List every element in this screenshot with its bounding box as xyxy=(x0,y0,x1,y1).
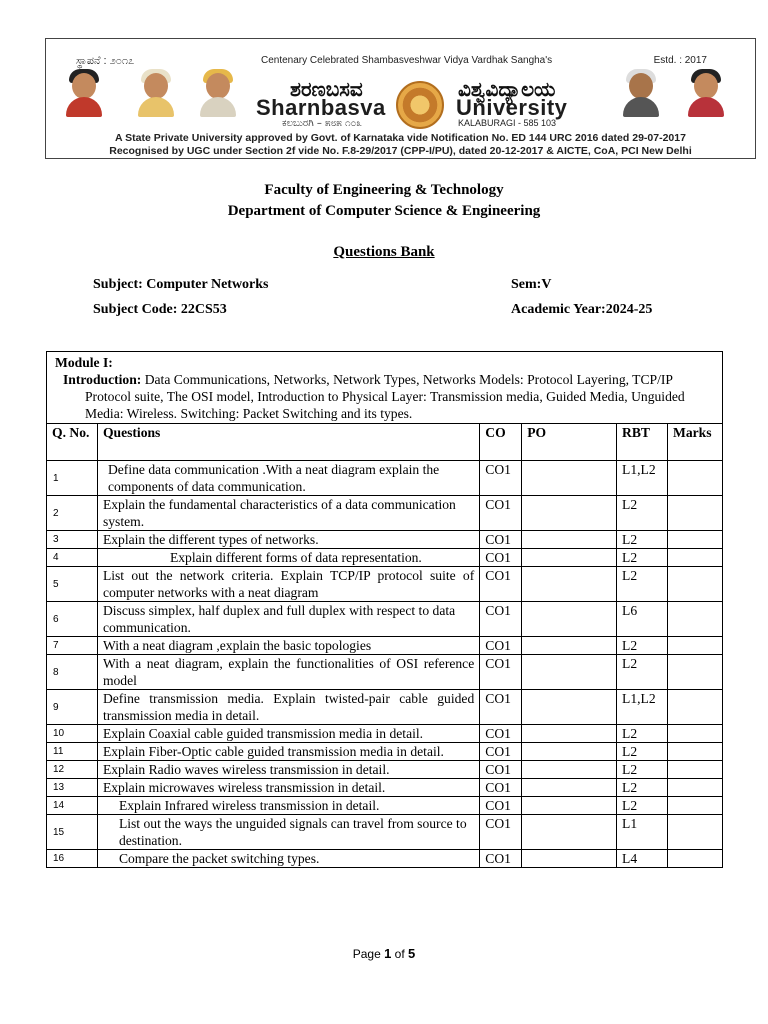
marks-cell xyxy=(667,743,722,761)
department-heading: Department of Computer Science & Engineering xyxy=(227,203,541,219)
question-text: List out the ways the unguided signals can travel from source to destination. xyxy=(97,815,479,850)
table-row xyxy=(47,602,723,637)
po-cell xyxy=(522,797,617,815)
rbt-cell: L6 xyxy=(617,602,668,637)
question-text: Define transmission media. Explain twisted-pair cable guided transmission media in detail. xyxy=(97,690,479,725)
question-rows xyxy=(47,461,723,868)
po-cell xyxy=(522,496,617,531)
table-row xyxy=(47,567,723,602)
question-number: 4 xyxy=(47,549,98,567)
banner-city-kannada: ಕಲಬುರಗಿ – ೫೮೫ ೧೦೩ xyxy=(282,118,362,129)
table-row xyxy=(47,725,723,743)
rbt-cell: L2 xyxy=(617,637,668,655)
question-number: 10 xyxy=(47,725,98,743)
po-cell xyxy=(522,655,617,690)
question-text: Explain microwaves wireless transmission in detail. xyxy=(97,779,479,797)
question-text: List out the network criteria. Explain TCP/IP protocol suite of computer networks with a neat diagram xyxy=(97,567,479,602)
rbt-cell: L2 xyxy=(617,567,668,602)
footer-page-total: 5 xyxy=(408,946,416,961)
university-seal-icon xyxy=(396,81,444,129)
question-text: Explain the different types of networks. xyxy=(97,531,479,549)
rbt-cell: L2 xyxy=(617,797,668,815)
co-cell: CO1 xyxy=(480,815,522,850)
portrait-5 xyxy=(686,69,726,117)
marks-cell xyxy=(667,850,722,868)
table-row xyxy=(47,797,723,815)
question-number: 3 xyxy=(47,531,98,549)
question-text: Compare the packet switching types. xyxy=(97,850,479,868)
subject-code: Subject Code: 22CS53 xyxy=(93,302,227,317)
header-po: PO xyxy=(522,424,617,461)
table-row xyxy=(47,637,723,655)
header-marks: Marks xyxy=(667,424,722,461)
banner-name-english-1: Sharnbasva xyxy=(256,95,386,120)
question-number: 9 xyxy=(47,690,98,725)
rbt-cell: L1,L2 xyxy=(617,461,668,496)
question-number: 15 xyxy=(47,815,98,850)
question-number: 13 xyxy=(47,779,98,797)
table-row xyxy=(47,743,723,761)
university-banner xyxy=(45,38,756,159)
po-cell xyxy=(522,602,617,637)
table-header-row xyxy=(47,424,723,461)
header-co: CO xyxy=(480,424,522,461)
marks-cell xyxy=(667,725,722,743)
question-number: 8 xyxy=(47,655,98,690)
po-cell xyxy=(522,743,617,761)
table-row xyxy=(47,690,723,725)
co-cell: CO1 xyxy=(480,850,522,868)
module-intro-text: Data Communications, Networks, Network Types, Networks Models: Protocol Layering, TCP/IP Protocol suite, The OSI model, Introduction to Physical Layer: Transmission media, Guided Media, Unguided Media: Wireless. Switching: Packet Switching and its types. xyxy=(85,372,685,421)
question-text: Explain different forms of data representation. xyxy=(97,549,479,567)
question-text: Explain Radio waves wireless transmission in detail. xyxy=(97,761,479,779)
question-text: Explain Fiber-Optic cable guided transmission media in detail. xyxy=(97,743,479,761)
question-number: 11 xyxy=(47,743,98,761)
module-intro-label: Introduction: xyxy=(63,372,142,387)
banner-estd: Estd. : 2017 xyxy=(653,55,707,66)
question-number: 14 xyxy=(47,797,98,815)
marks-cell xyxy=(667,637,722,655)
co-cell: CO1 xyxy=(480,743,522,761)
rbt-cell: L1,L2 xyxy=(617,690,668,725)
co-cell: CO1 xyxy=(480,567,522,602)
rbt-cell: L4 xyxy=(617,850,668,868)
banner-name-english-2: University xyxy=(456,95,568,120)
rbt-cell: L2 xyxy=(617,761,668,779)
po-cell xyxy=(522,637,617,655)
po-cell xyxy=(522,567,617,602)
question-text: With a neat diagram ,explain the basic topologies xyxy=(97,637,479,655)
po-cell xyxy=(522,461,617,496)
banner-recognition-line: Recognised by UGC under Section 2f vide No. F.8-29/2017 (CPP-I/PU), dated 20-12-2017 & AICTE, CoA, PCI New Delhi xyxy=(109,145,692,157)
question-number: 12 xyxy=(47,761,98,779)
co-cell: CO1 xyxy=(480,461,522,496)
co-cell: CO1 xyxy=(480,725,522,743)
academic-year: Academic Year:2024-25 xyxy=(511,302,653,317)
po-cell xyxy=(522,725,617,743)
banner-name-kannada-2: ವಿಶ್ವವಿದ್ಯಾಲಯ xyxy=(458,77,556,101)
marks-cell xyxy=(667,655,722,690)
module-row xyxy=(47,352,723,424)
po-cell xyxy=(522,761,617,779)
po-cell xyxy=(522,531,617,549)
question-text: With a neat diagram, explain the functionalities of OSI reference model xyxy=(97,655,479,690)
po-cell xyxy=(522,779,617,797)
po-cell xyxy=(522,690,617,725)
table-row xyxy=(47,531,723,549)
module-title: Module I: xyxy=(55,355,113,370)
subject-name: Subject: Computer Networks xyxy=(93,277,269,292)
rbt-cell: L2 xyxy=(617,655,668,690)
question-number: 7 xyxy=(47,637,98,655)
rbt-cell: L2 xyxy=(617,725,668,743)
portrait-3 xyxy=(198,69,238,117)
marks-cell xyxy=(667,496,722,531)
rbt-cell: L2 xyxy=(617,743,668,761)
co-cell: CO1 xyxy=(480,655,522,690)
marks-cell xyxy=(667,567,722,602)
module-intro xyxy=(55,371,716,422)
table-row xyxy=(47,549,723,567)
question-number: 6 xyxy=(47,602,98,637)
marks-cell xyxy=(667,761,722,779)
marks-cell xyxy=(667,797,722,815)
question-text: Explain Coaxial cable guided transmission media in detail. xyxy=(97,725,479,743)
marks-cell xyxy=(667,602,722,637)
banner-name-kannada-1: ಶರಣಬಸವ xyxy=(290,77,363,101)
marks-cell xyxy=(667,815,722,850)
co-cell: CO1 xyxy=(480,602,522,637)
banner-estd-kannada: ಸ್ಥಾಪನೆ : ೨೦೧೭ xyxy=(76,55,135,67)
table-row xyxy=(47,761,723,779)
faculty-heading: Faculty of Engineering & Technology xyxy=(264,182,504,198)
table-row xyxy=(47,496,723,531)
rbt-cell: L2 xyxy=(617,549,668,567)
question-table xyxy=(46,351,723,868)
po-cell xyxy=(522,549,617,567)
rbt-cell: L2 xyxy=(617,779,668,797)
table-row xyxy=(47,850,723,868)
co-cell: CO1 xyxy=(480,549,522,567)
header-qno: Q. No. xyxy=(47,424,98,461)
co-cell: CO1 xyxy=(480,637,522,655)
co-cell: CO1 xyxy=(480,690,522,725)
marks-cell xyxy=(667,779,722,797)
co-cell: CO1 xyxy=(480,779,522,797)
question-number: 16 xyxy=(47,850,98,868)
marks-cell xyxy=(667,461,722,496)
page-footer xyxy=(0,946,768,961)
question-number: 2 xyxy=(47,496,98,531)
banner-city: KALABURAGI - 585 103 xyxy=(458,118,557,128)
table-row xyxy=(47,815,723,850)
question-number: 5 xyxy=(47,567,98,602)
header-questions: Questions xyxy=(97,424,479,461)
question-text: Explain Infrared wireless transmission in detail. xyxy=(97,797,479,815)
question-text: Define data communication .With a neat diagram explain the components of data communication. xyxy=(97,461,479,496)
marks-cell xyxy=(667,690,722,725)
marks-cell xyxy=(667,549,722,567)
semester: Sem:V xyxy=(511,277,552,292)
question-text: Discuss simplex, half duplex and full duplex with respect to data communication. xyxy=(97,602,479,637)
marks-cell xyxy=(667,531,722,549)
table-row xyxy=(47,461,723,496)
footer-page-number: 1 xyxy=(384,946,392,961)
co-cell: CO1 xyxy=(480,496,522,531)
banner-top-line: Centenary Celebrated Shambasveshwar Vidya Vardhak Sangha's xyxy=(261,55,553,66)
footer-page-word: Page xyxy=(352,947,385,961)
rbt-cell: L2 xyxy=(617,531,668,549)
question-text: Explain the fundamental characteristics of a data communication system. xyxy=(97,496,479,531)
po-cell xyxy=(522,815,617,850)
co-cell: CO1 xyxy=(480,761,522,779)
portrait-1 xyxy=(64,69,104,117)
table-row xyxy=(47,779,723,797)
po-cell xyxy=(522,850,617,868)
document-title: Questions Bank xyxy=(333,244,435,260)
rbt-cell: L1 xyxy=(617,815,668,850)
footer-of-word: of xyxy=(391,947,409,961)
header-rbt: RBT xyxy=(617,424,668,461)
rbt-cell: L2 xyxy=(617,496,668,531)
co-cell: CO1 xyxy=(480,797,522,815)
co-cell: CO1 xyxy=(480,531,522,549)
banner-approval-line: A State Private University approved by Govt. of Karnataka vide Notification No. ED 144 URC 2016 dated 29-07-2017 xyxy=(115,132,686,144)
portrait-2 xyxy=(136,69,176,117)
module-description xyxy=(47,352,723,424)
portrait-4 xyxy=(621,69,661,117)
question-number: 1 xyxy=(47,461,98,496)
table-row xyxy=(47,655,723,690)
